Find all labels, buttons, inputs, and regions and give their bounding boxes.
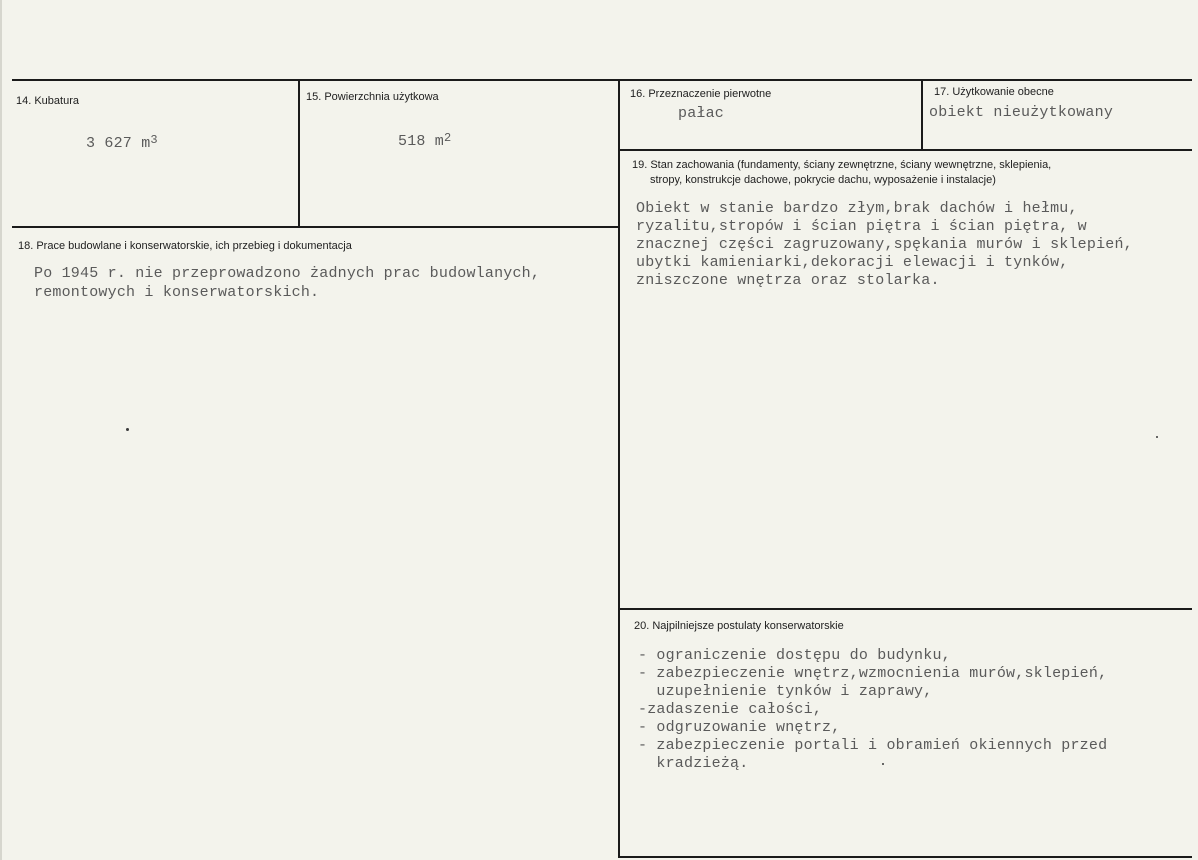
field-15-value (398, 132, 451, 152)
field-19-line: ryzalitu,stropów i ścian piętra i ścian piętra, w (636, 218, 1087, 235)
field-16-label: 16. Przeznaczenie pierwotne (630, 88, 772, 100)
field-15-label: 15. Powierzchnia użytkowa (306, 91, 439, 103)
field-14-value-text: 3 627 m (86, 135, 151, 152)
field-20-line: - odgruzowanie wnętrz, (638, 719, 841, 736)
field-15-value-text: 518 m (398, 133, 445, 150)
field-20-line: uzupełnienie tynków i zaprawy, (638, 683, 933, 700)
field-18-line: Po 1945 r. nie przeprowadzono żadnych prac budowlanych, (34, 265, 541, 282)
paper-speck (126, 428, 129, 431)
field-19-line: ubytki kamieniarki,dekoracji elewacji i tynków, (636, 254, 1069, 271)
field-16-value: pałac (678, 105, 725, 122)
field-20-line: - ograniczenie dostępu do budynku, (638, 647, 951, 664)
rule-under-14-15 (12, 226, 619, 228)
rule-under-16-17 (619, 149, 1192, 151)
field-19-line: zniszczone wnętrza oraz stolarka. (636, 272, 940, 289)
divider-16-17 (921, 80, 923, 150)
field-20-line: kradzieżą. (638, 755, 749, 772)
field-19-line: znacznej części zagruzowany,spękania murów i sklepień, (636, 236, 1133, 253)
top-rule (12, 79, 1192, 81)
field-18-label: 18. Prace budowlane i konserwatorskie, ich przebieg i dokumentacja (18, 240, 352, 252)
field-20-line: - zabezpieczenie portali i obramień okiennych przed (638, 737, 1108, 754)
field-20-label: 20. Najpilniejsze postulaty konserwatorskie (634, 620, 844, 632)
field-19-label: 19. Stan zachowania (fundamenty, ściany zewnętrzne, ściany wewnętrzne, sklepienia, (632, 159, 1052, 171)
field-19-line: Obiekt w stanie bardzo złym,brak dachów i hełmu, (636, 200, 1078, 217)
field-15-unit-exponent: 2 (444, 131, 452, 145)
field-20-line: - zabezpieczenie wnętrz,wzmocnienia murów,sklepień, (638, 665, 1108, 682)
field-14-unit-exponent: 3 (150, 133, 158, 147)
divider-14-15 (298, 80, 300, 228)
field-14-label: 14. Kubatura (16, 95, 79, 107)
rule-under-19 (619, 608, 1192, 610)
paper-speck (1156, 436, 1158, 438)
divider-left-right (618, 80, 620, 858)
field-18-line: remontowych i konserwatorskich. (34, 284, 320, 301)
field-17-value: obiekt nieużytkowany (929, 104, 1114, 121)
field-14-value (86, 134, 158, 154)
field-19-label-continued: stropy, konstrukcje dachowe, pokrycie dachu, wyposażenie i instalacje) (650, 174, 996, 186)
field-17-label: 17. Użytkowanie obecne (934, 86, 1054, 98)
field-20-line: -zadaszenie całości, (638, 701, 823, 718)
paper-speck (882, 763, 884, 765)
bottom-rule (619, 856, 1192, 858)
